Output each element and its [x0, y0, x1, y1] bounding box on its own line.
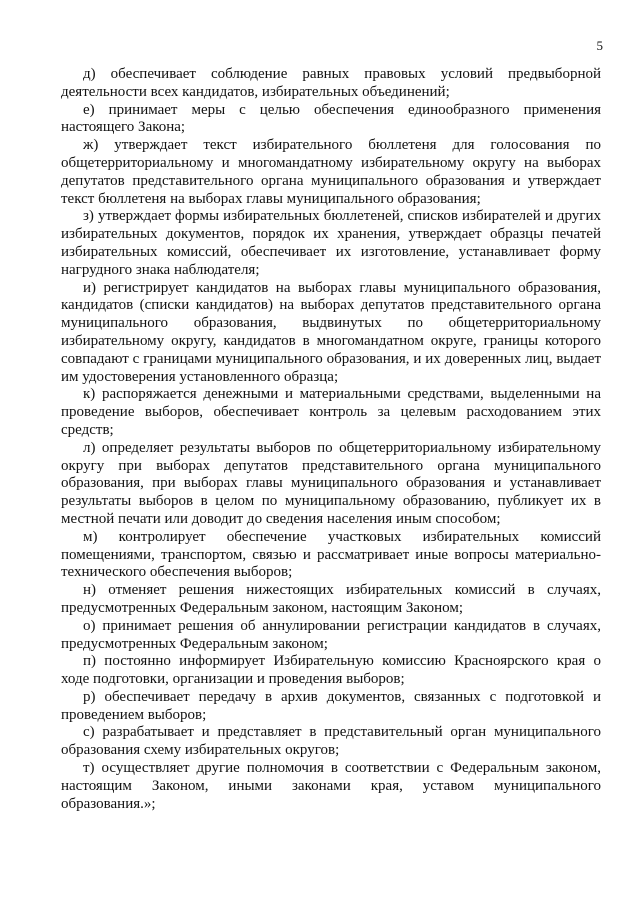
paragraph-t: т) осуществляет другие полномочия в соответствии с Федеральным законом, настоящим Законом, иными законами края, уставом муниципального образования.»;	[61, 760, 601, 812]
paragraph-zh: ж) утверждает текст избирательного бюллетеня для голосования по общетерриториальному и многомандатному избирательному округу на выборах депутатов представительного органа муниципального образования и утверждает текст бюллетеня на выборах главы муниципального образования;	[61, 137, 601, 207]
paragraph-o: о) принимает решения об аннулировании регистрации кандидатов в случаях, предусмотренных Федеральным законом;	[61, 617, 601, 652]
paragraph-k: к) распоряжается денежными и материальными средствами, выделенными на проведение выборов, обеспечивает контроль за целевым расходованием этих средств;	[61, 386, 601, 438]
document-body	[61, 66, 601, 813]
paragraph-z: з) утверждает формы избирательных бюллетеней, списков избирателей и других избирательных документов, порядок их хранения, утверждает образцы печатей избирательных комиссий, обеспечивает их изготовление, устанавливает форму нагрудного знака наблюдателя;	[61, 208, 601, 278]
paragraph-n: н) отменяет решения нижестоящих избирательных комиссий в случаях, предусмотренных Федеральным законом, настоящим Законом;	[61, 582, 601, 616]
paragraph-l: л) определяет результаты выборов по общетерриториальному избирательному округу при выборах депутатов представительного органа муниципального образования, при выборах главы муниципального образования и устанавливает результаты выборов в целом по муниципальному образованию, публикует их в местной печати или доводит до сведения населения иным способом;	[61, 439, 601, 527]
paragraph-s: с) разрабатывает и представляет в представительный орган муниципального образования схему избирательных округов;	[61, 724, 601, 759]
page-number: 5	[596, 38, 603, 53]
paragraph-p: п) постоянно информирует Избирательную комиссию Красноярского края о ходе подготовки, организации и проведения выборов;	[61, 653, 601, 688]
paragraph-m: м) контролирует обеспечение участковых избирательных комиссий помещениями, транспортом, связью и рассматривает иные вопросы материально-технического обеспечения выборов;	[61, 528, 601, 581]
paragraph-i: и) регистрирует кандидатов на выборах главы муниципального образования, кандидатов (списки кандидатов) на выборах депутатов представительного органа муниципального образования, выдвинутых по общетерриториальному избирательному округу, кандидатов в многомандатном округе, границы которого совпадают с границами муниципального образования, и их доверенных лиц, выдает им удостоверения установленного образца;	[61, 279, 601, 385]
paragraph-e: е) принимает меры с целью обеспечения единообразного применения настоящего Закона;	[61, 101, 601, 136]
paragraph-r: р) обеспечивает передачу в архив документов, связанных с подготовкой и проведением выборов;	[61, 688, 601, 723]
paragraph-d: д) обеспечивает соблюдение равных правовых условий предвыборной деятельности всех кандидатов, избирательных объединений;	[61, 66, 601, 100]
